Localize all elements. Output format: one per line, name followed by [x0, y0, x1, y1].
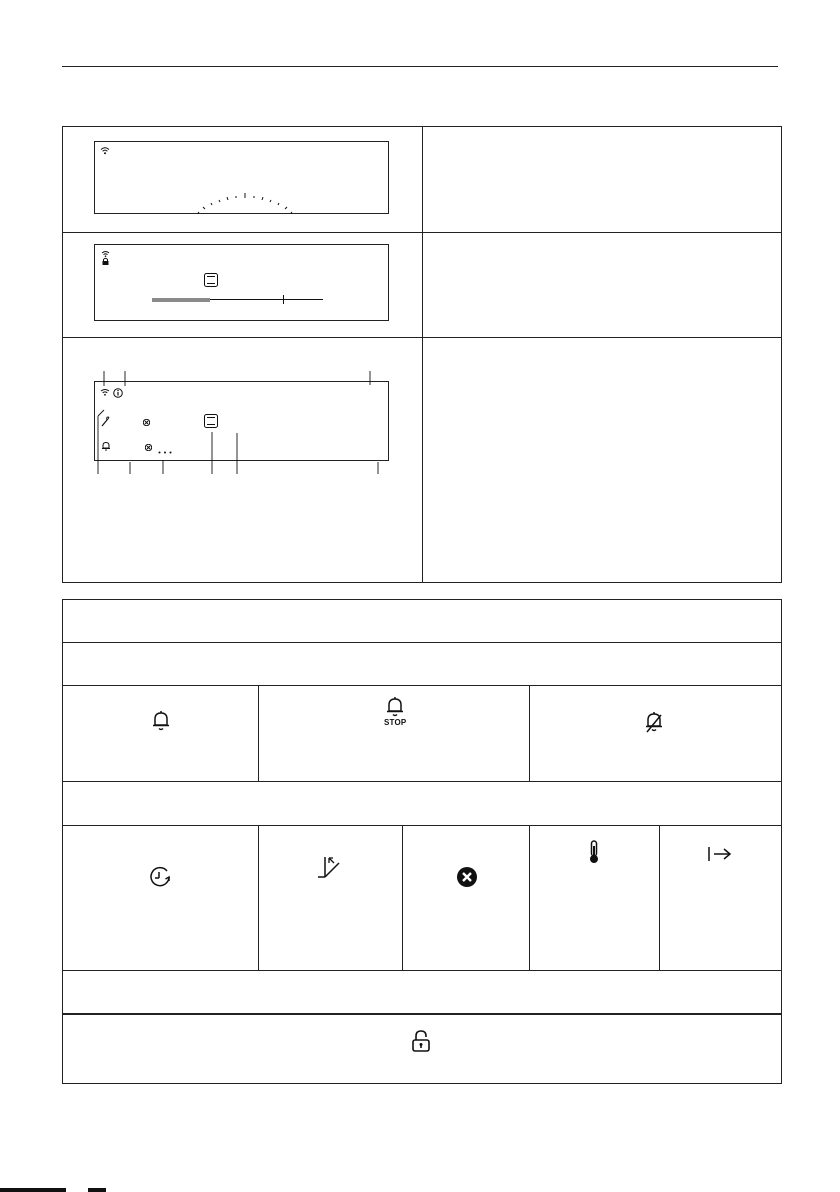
functions-table-row-rule	[62, 970, 782, 971]
functions-table	[62, 599, 782, 1084]
functions-table-divider	[402, 825, 403, 970]
thermometer-icon	[588, 840, 600, 864]
bell-icon	[151, 710, 171, 732]
functions-table-row-rule	[62, 825, 782, 826]
unlock-icon	[411, 1030, 431, 1052]
display-table-row-rule	[62, 232, 782, 233]
functions-table-divider	[258, 825, 259, 970]
wifi-icon	[100, 146, 110, 155]
arrow-end-icon	[707, 846, 733, 862]
bell-stop-icon	[382, 696, 408, 727]
timer-icon	[148, 865, 172, 889]
display-table-divider	[422, 126, 423, 583]
page-mark	[88, 1188, 106, 1192]
bell-muted-icon	[643, 710, 665, 734]
functions-table-row-rule	[62, 781, 782, 782]
dial-scale-graphic	[190, 192, 300, 216]
oven-icon	[204, 273, 218, 287]
functions-table-divider	[529, 685, 530, 781]
lock-icon	[101, 257, 110, 265]
progress-marker	[283, 295, 284, 304]
page-mark	[0, 1188, 66, 1192]
wifi-icon	[101, 250, 110, 257]
functions-table-row-rule	[62, 642, 782, 643]
callout-lines	[94, 366, 394, 481]
bell-stop-caption: STOP	[384, 718, 407, 727]
functions-table-row-rule	[62, 1013, 782, 1015]
display-table-row-rule	[62, 337, 782, 338]
display-screen-standby	[94, 141, 389, 214]
door-open-icon	[316, 854, 342, 880]
cancel-icon	[456, 866, 478, 888]
display-screen-detail-diagram	[94, 366, 394, 476]
functions-table-divider	[659, 825, 660, 970]
progress-bar	[152, 298, 323, 302]
progress-fill	[152, 298, 210, 302]
functions-table-row-rule	[62, 685, 782, 686]
functions-table-divider	[258, 685, 259, 781]
functions-table-divider	[529, 825, 530, 970]
display-screen-progress	[94, 244, 389, 321]
header-rule	[62, 66, 778, 67]
